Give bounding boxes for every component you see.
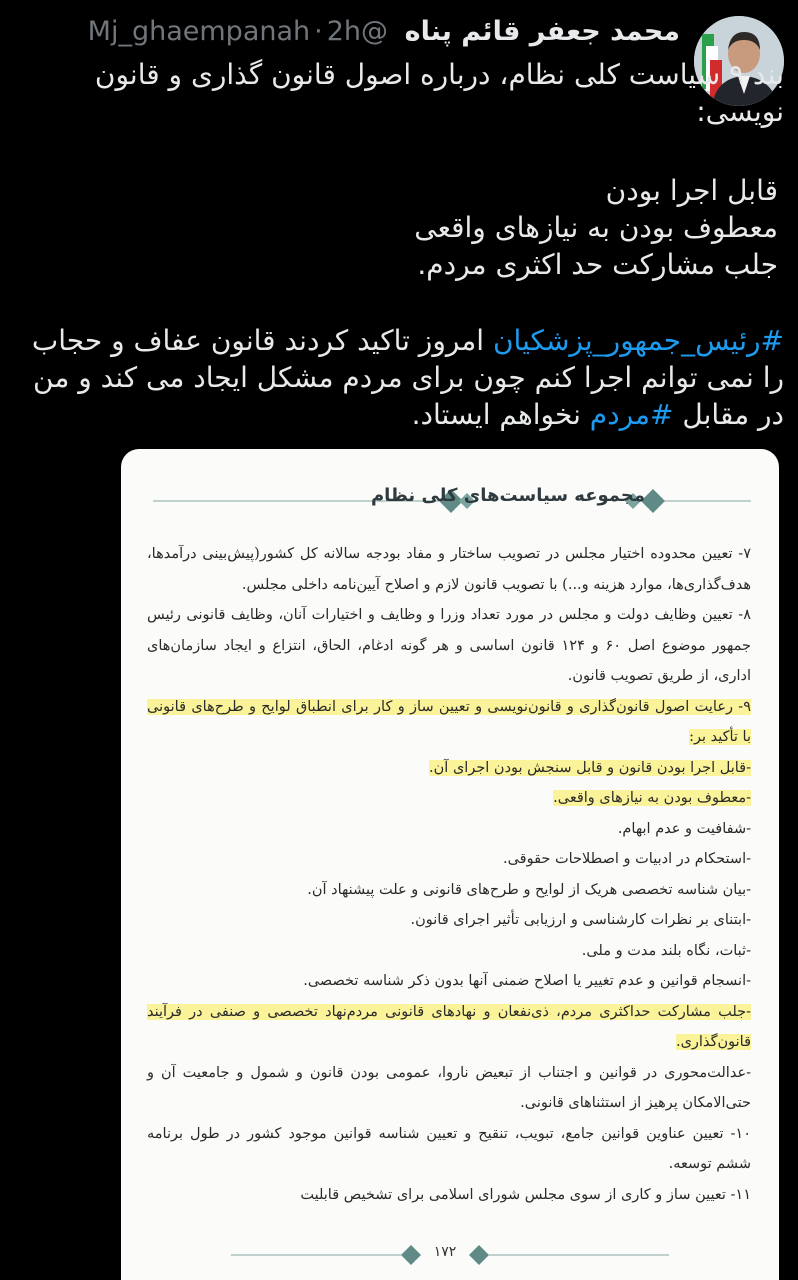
document-paragraph [147,783,751,814]
highlighted-text: ۹- رعایت اصول قانون‌گذاری و قانون‌نویسی و تعیین ساز و کار برای انطباق لوایح و طرح‌های قانونی با تأکید بر: [147,698,751,745]
tweet-header [8,14,680,50]
hashtag-link[interactable]: #رئیس_جمهور_پزشکیان [492,324,784,357]
paragraph-text: -بیان شناسه تخصصی هریک از لوایح و طرح‌های قانونی و علت پیشنهاد آن. [307,881,751,898]
document-footer [121,1238,779,1272]
paragraph-text: ۱۱- تعیین ساز و کاری از سوی مجلس شورای اسلامی برای تشخیص قابلیت [300,1186,751,1203]
document-paragraph [147,1119,751,1180]
paragraph-text: ۸- تعیین وظایف دولت و مجلس در مورد تعداد وزرا و وظایف و اختیارات آنان، وظایف قانونی رئیس جمهور موضوع اصل ۶۰ و ۱۲۴ قانون اساسی و هر گونه ادغام، الحاق، انتزاع و ایجاد سازمان‌های اداری، از طریق تصویب قانون. [147,607,751,684]
paragraph-text: ۷- تعیین محدوده اختیار مجلس در تصویب ساختار و مفاد بودجه سالانه کل کشور(پیش‌بینی درآمدها، هدف‌گذاری‌ها، موارد هزینه و...) با تصویب قانون لازم و اصلاح آیین‌نامه داخلی مجلس. [147,546,751,593]
document-paragraph [147,753,751,784]
document-paragraph [147,966,751,997]
paragraph-text: -عدالت‌محوری در قوانین و اجتناب از تبعیض ناروا، عمومی بودن قانون و شمول و جامعیت آن و حتی‌الامکان پرهیز از استثناهای قانونی. [147,1064,751,1111]
document-paragraph [147,1180,751,1211]
author-handle[interactable]: @Mj_ghaempanah [87,16,389,47]
document-paragraph [147,997,751,1058]
paragraph-text: ۱۰- تعیین عناوین قوانین جامع، تبویب، تنقیح و تعیین شناسه قوانین موجود کشور در طول برنامه ششم توسعه. [147,1125,751,1172]
tweet-time[interactable]: 2h [326,16,362,47]
document-paragraph [147,844,751,875]
document-paragraph [147,539,751,600]
hashtag-link[interactable]: #مردم [589,398,674,431]
document-body [147,539,751,1210]
document-paragraph [147,905,751,936]
tweet-list [20,172,778,283]
document-paragraph [147,1058,751,1119]
document-paragraph [147,600,751,692]
highlighted-text: -قابل اجرا بودن قانون و قابل سنجش بودن اجرای آن. [429,759,751,776]
list-item: جلب مشارکت حد اکثری مردم. [417,248,778,281]
paragraph-text: -استحکام در ادبیات و اصطلاحات حقوقی. [502,851,751,867]
attached-image[interactable] [121,449,779,1280]
highlighted-text: -جلب مشارکت حداکثری مردم، ذی‌نفعان و نهادهای قانونی مردم‌نهاد تخصصی و صنفی در فرآیند قانون‌گذاری. [147,1003,751,1050]
document-paragraph [147,814,751,845]
tweet-text: نخواهم ایستاد. [411,398,590,431]
paragraph-text: -شفافیت و عدم ابهام. [617,820,751,837]
paragraph-text: -ثبات، نگاه بلند مدت و ملی. [581,942,751,959]
document-header [121,481,779,521]
document-paragraph [147,692,751,753]
page-number: ۱۷۲ [433,1244,457,1260]
list-item: معطوف بودن به نیازهای واقعی [414,211,778,244]
author-name[interactable]: محمد جعفر قائم پناه [404,16,680,47]
list-item: قابل اجرا بودن [605,174,778,207]
document-paragraph [147,875,751,906]
separator-dot: · [314,16,323,47]
paragraph-text: -انسجام قوانین و عدم تغییر یا اصلاح ضمنی آنها بدون ذکر شناسه تخصصی. [303,973,751,989]
highlighted-text: -معطوف بودن به نیازهای واقعی. [553,790,751,806]
tweet-intro [20,56,784,130]
tweet-body [20,322,784,433]
paragraph-text: -ابتنای بر نظرات کارشناسی و ارزیابی تأثیر اجرای قانون. [410,912,751,928]
intro-text: بند ۹ سیاست کلی نظام، درباره اصول قانون گذاری و قانون نویسی: [94,58,784,128]
document-title: مجموعه سیاست‌های کلی نظام [370,485,645,506]
tweet-text: امروز تاکید کردند قانون عفاف و حجاب را نمی توانم اجرا کنم چون برای مردم مشکل ایجاد می کند و من در مقابل [31,324,784,431]
document-paragraph [147,936,751,967]
